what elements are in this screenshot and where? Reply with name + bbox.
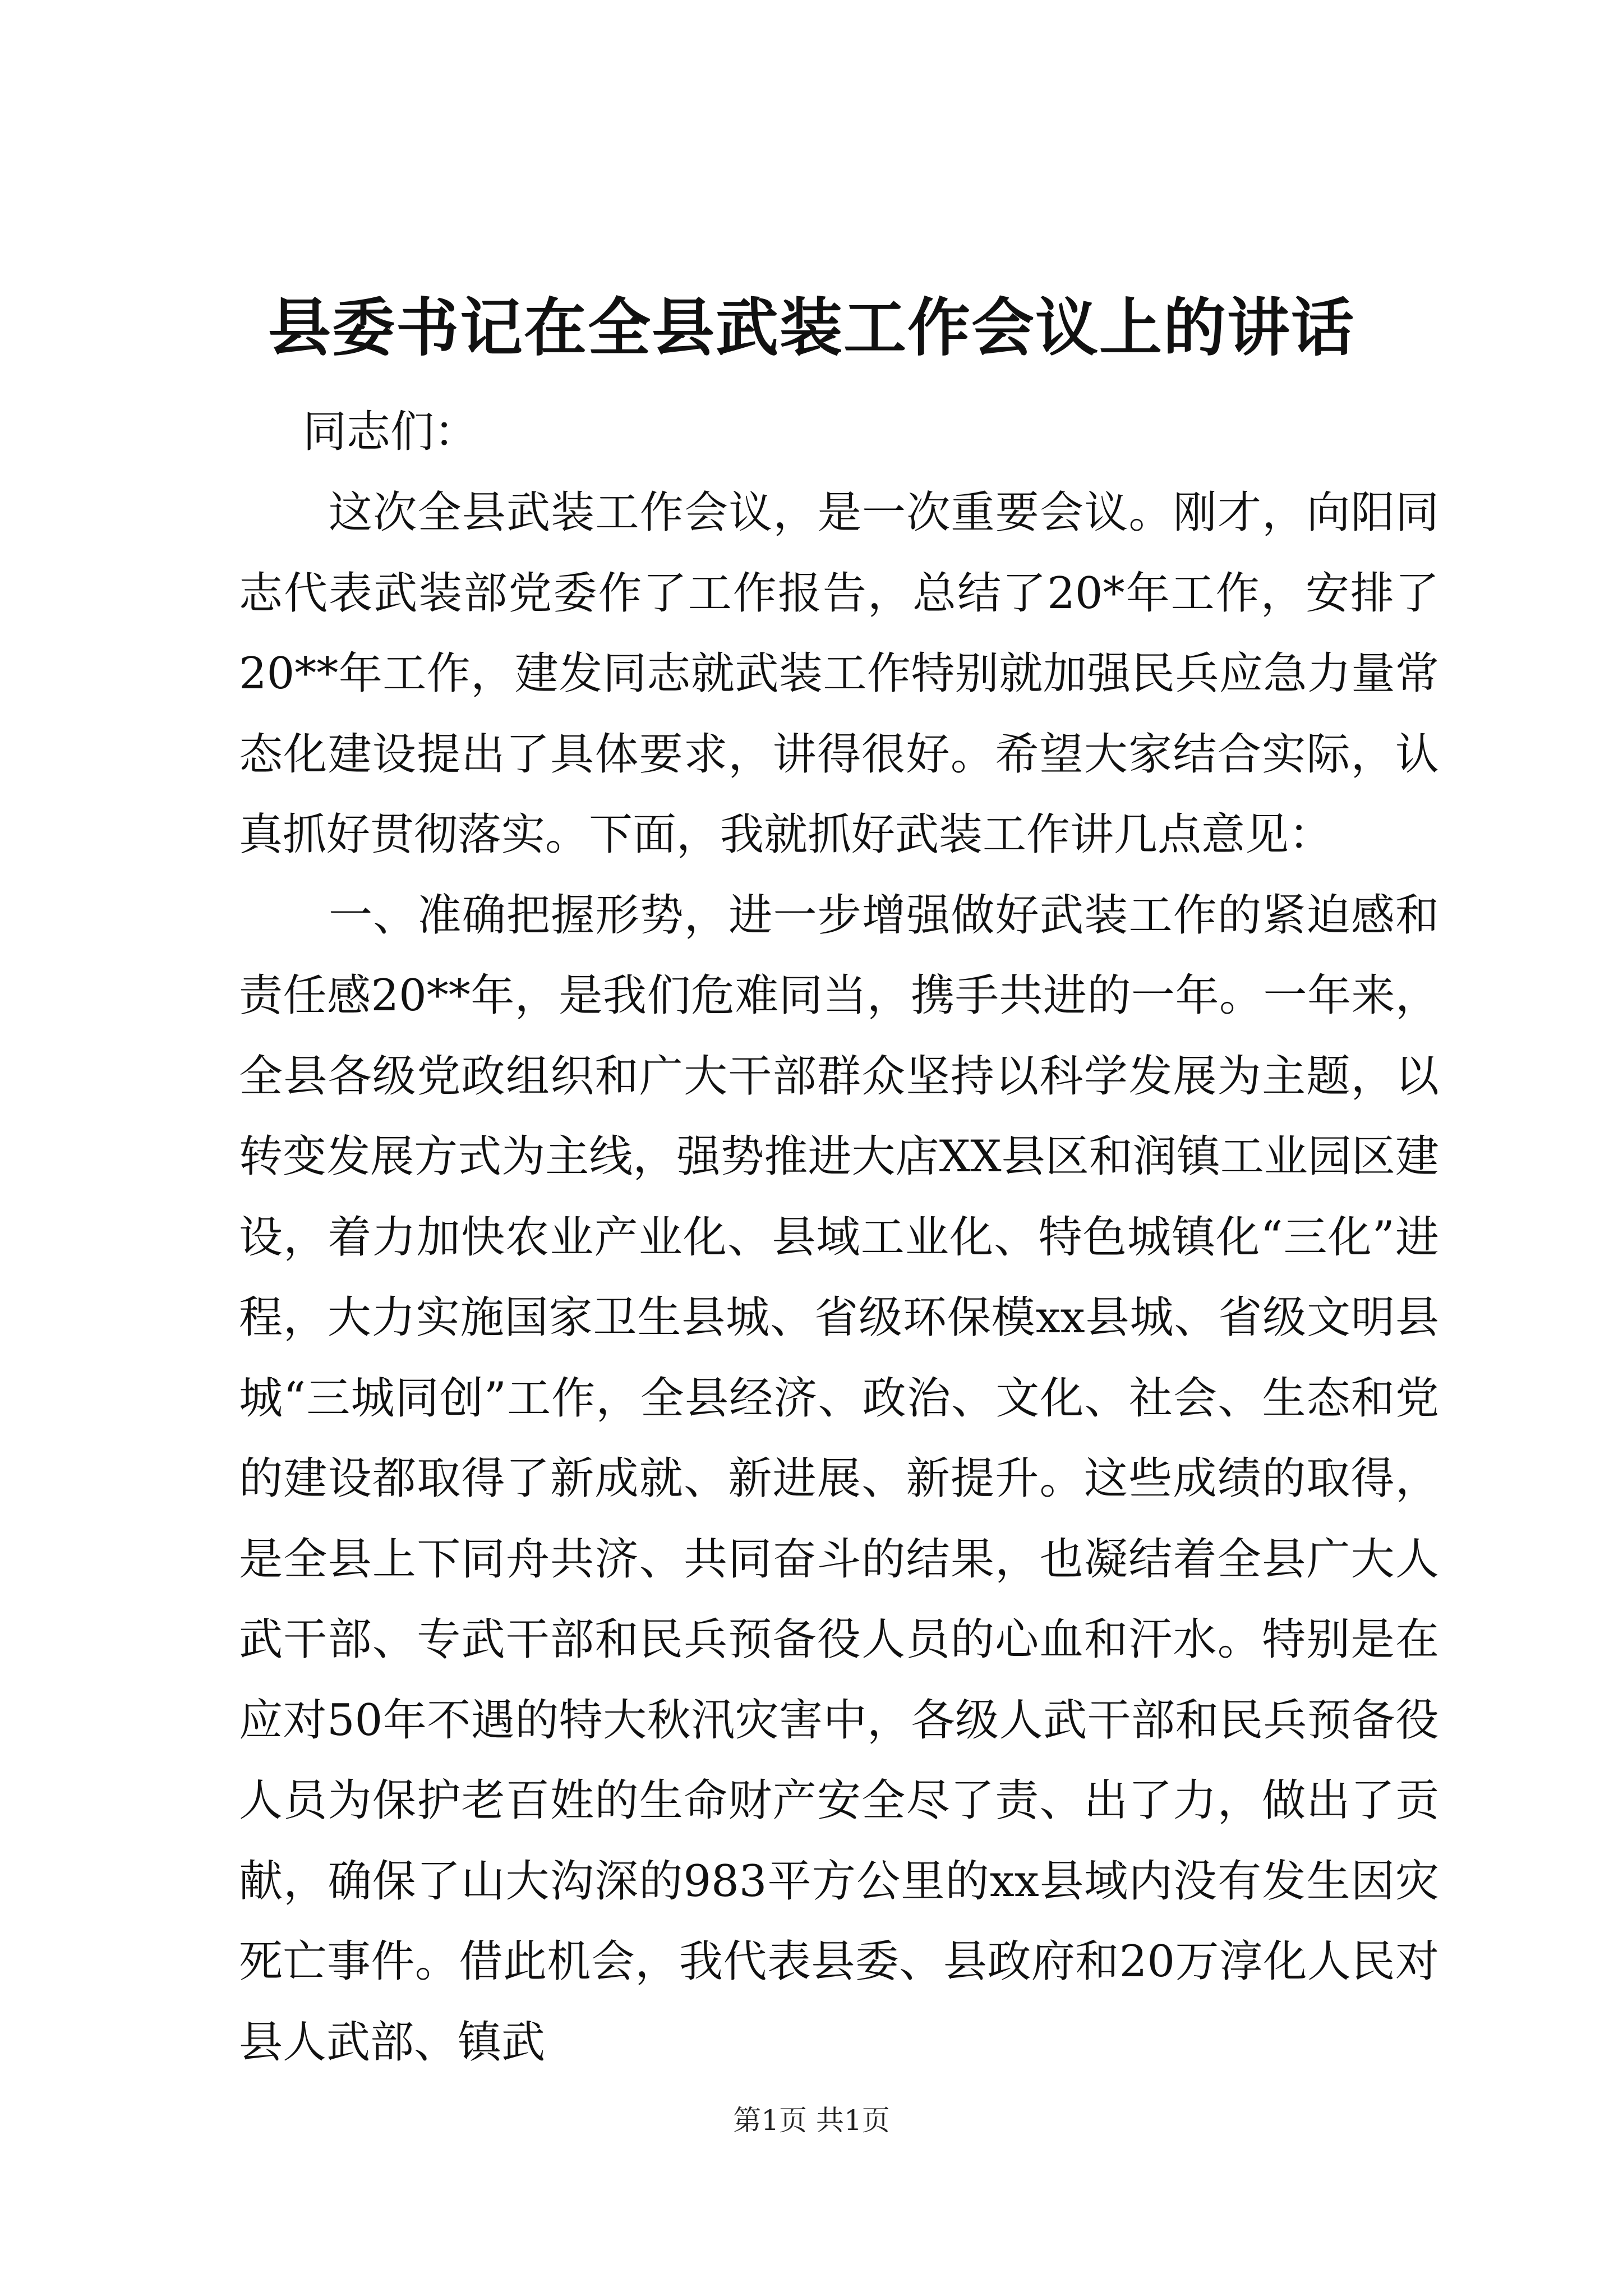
page-number-label: 第1页 共1页	[733, 2104, 890, 2137]
salutation: 同志们：	[303, 407, 478, 457]
document-body	[239, 473, 1439, 2083]
page-footer	[0, 2098, 1623, 2143]
paragraph-section-one: 一、准确把握形势，进一步增强做好武装工作的紧迫感和责任感20**年，是我们危难同当，携手共进的一年。一年来，全县各级党政组织和广大干部群众坚持以科学发展为主题，以转变发展方式为主线，强势推进大店XX县区和润镇工业园区建设，着力加快农业产业化、县域工业化、特色城镇化“三化”进程，大力实施国家卫生县城、省级环保模xx县城、省级文明县城“三城同创”工作，全县经济、政治、文化、社会、生态和党的建设都取得了新成就、新进展、新提升。这些成绩的取得，是全县上下同舟共济、共同奋斗的结果，也凝结着全县广大人武干部、专武干部和民兵预备役人员的心血和汗水。特别是在应对50年不遇的特大秋汛灾害中，各级人武干部和民兵预备役人员为保护老百姓的生命财产安全尽了责、出了力，做出了贡献，确保了山大沟深的983平方公里的xx县域内没有发生因灾死亡事件。借此机会，我代表县委、县政府和20万淳化人民对县人武部、镇武	[239, 890, 1439, 2068]
document-title: 县委书记在全县武装工作会议上的讲话	[268, 291, 1355, 365]
paragraph-opening: 这次全县武装工作会议，是一次重要会议。刚才，向阳同志代表武装部党委作了工作报告，总结了20*年工作，安排了20**年工作，建发同志就武装工作特别就加强民兵应急力量常态化建设提出了具体要求，讲得很好。希望大家结合实际，认真抓好贯彻落实。下面，我就抓好武装工作讲几点意见：	[239, 487, 1439, 860]
